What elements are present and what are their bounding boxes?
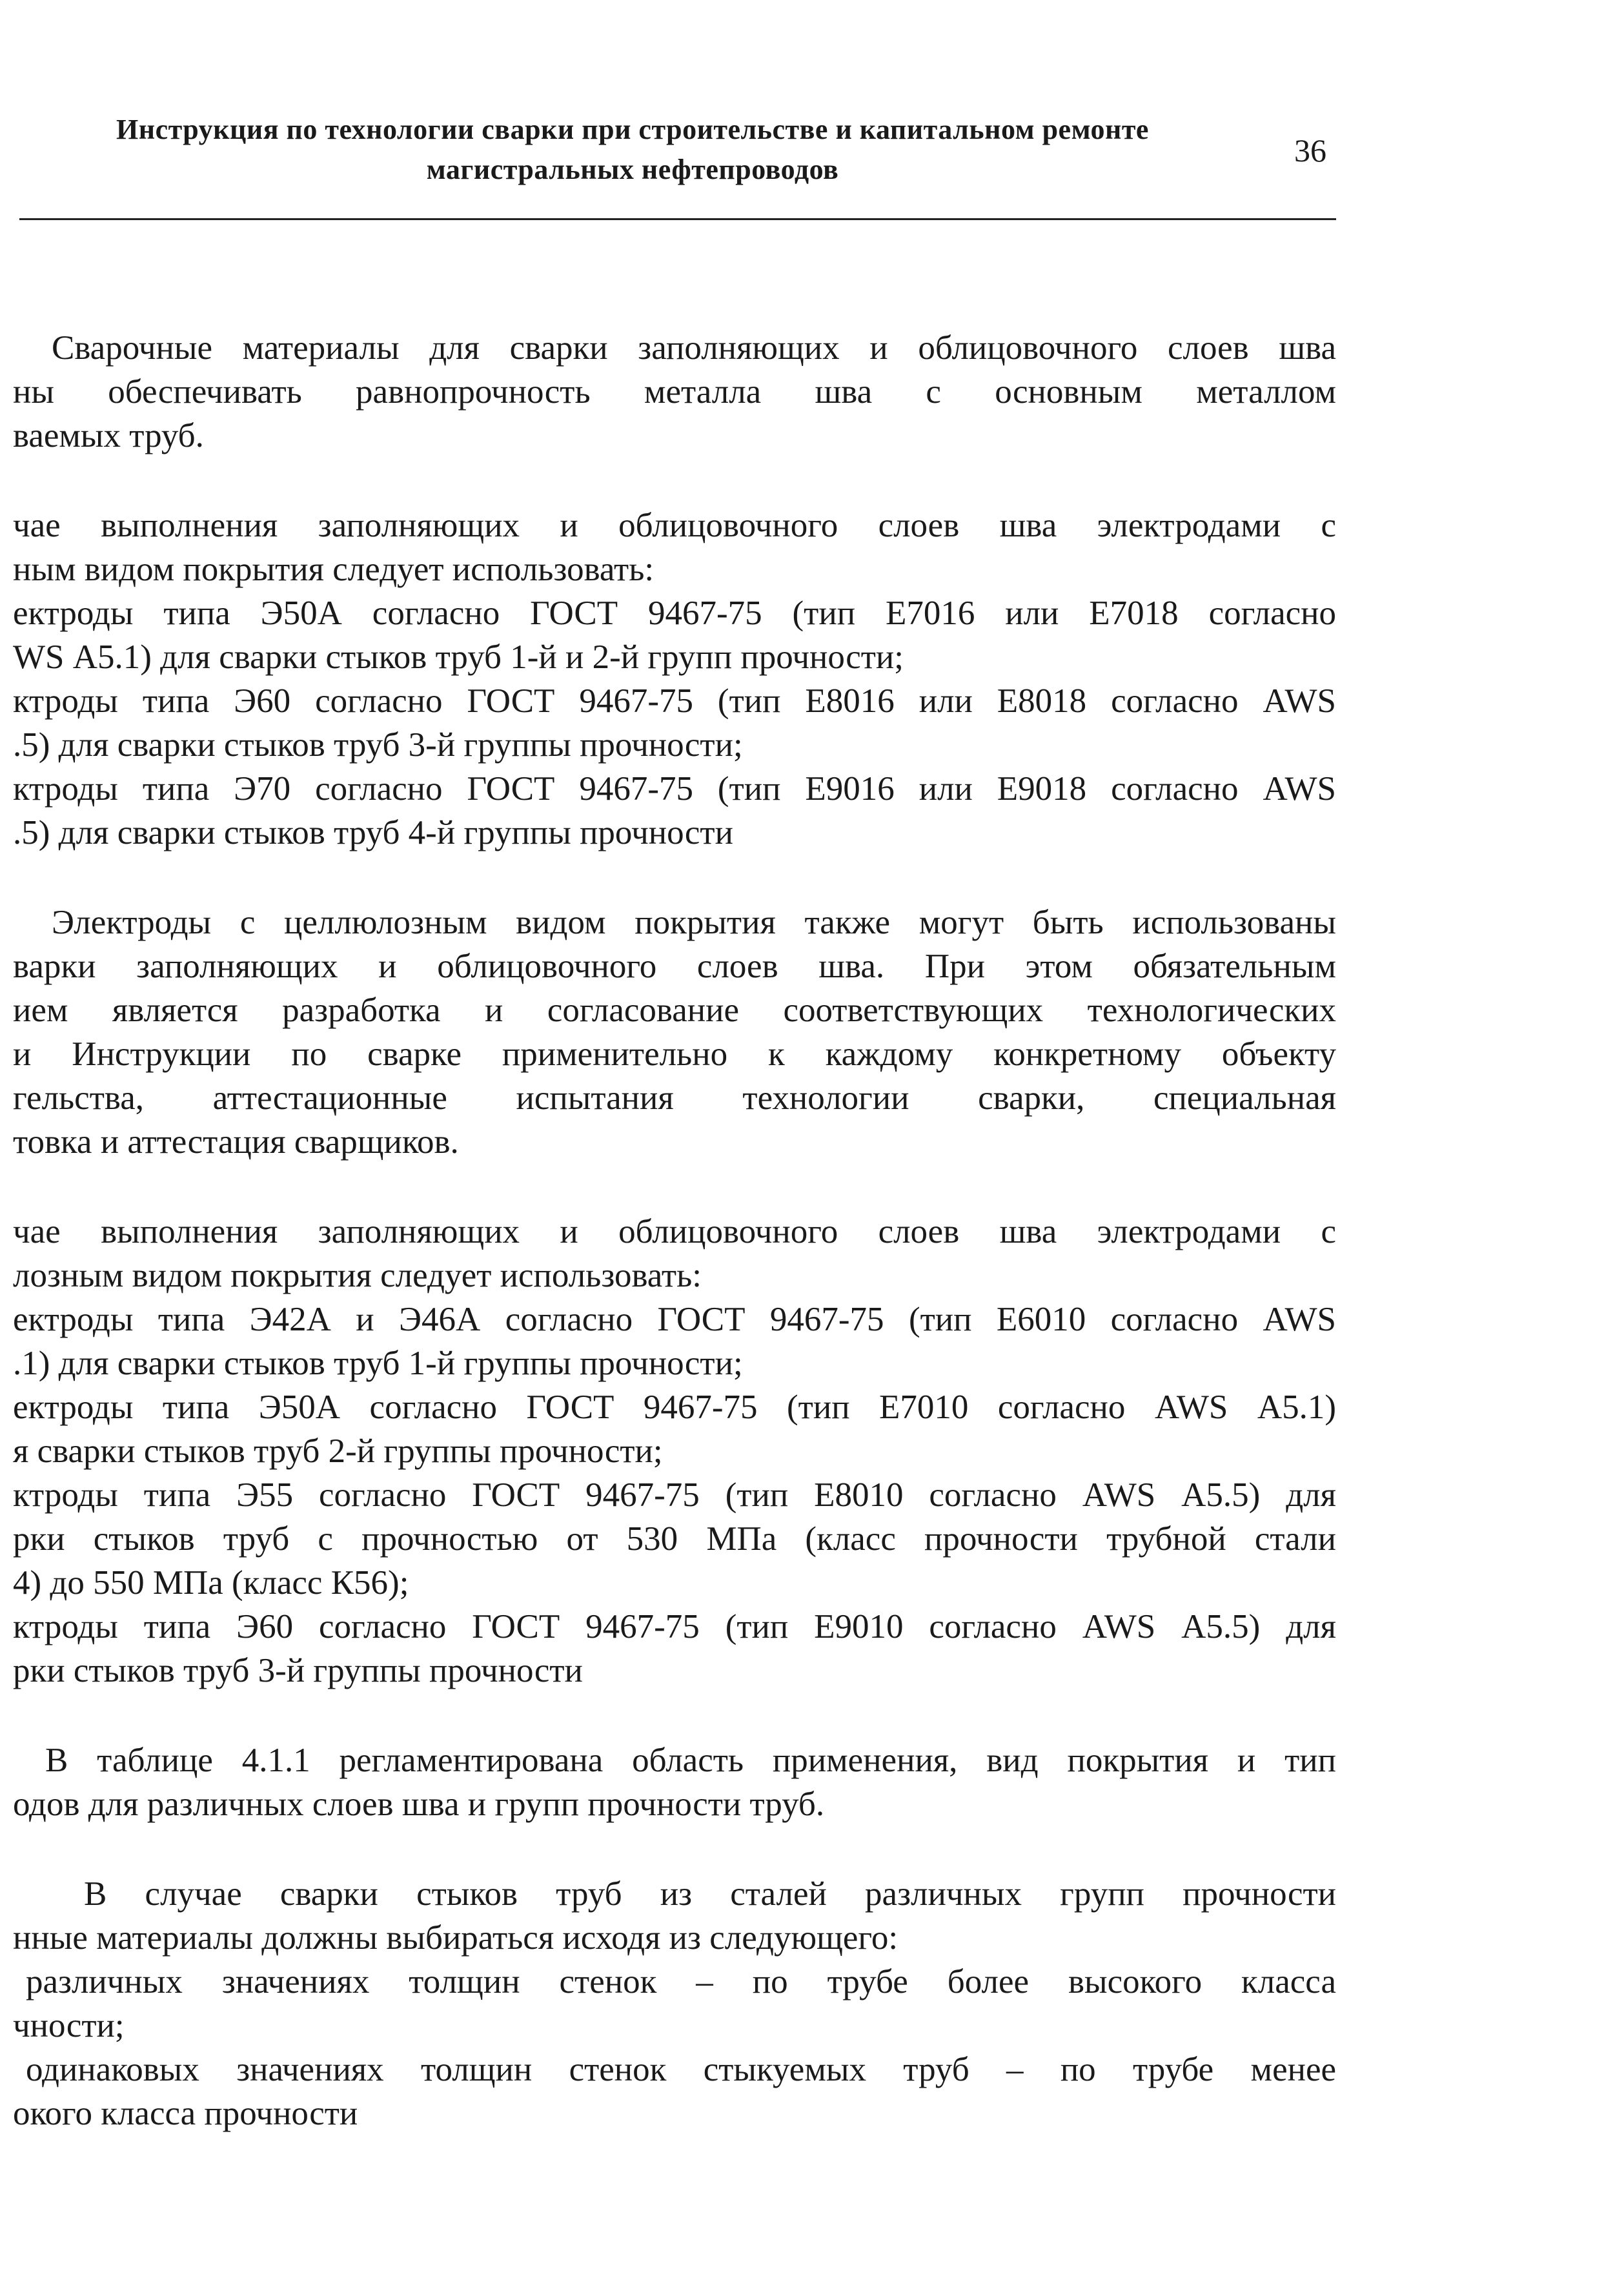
text-line: ектроды типа Э50А согласно ГОСТ 9467-75 (тип Е7010 согласно AWS А5.1) (13, 1389, 1336, 1426)
text-line: нные материалы должны выбираться исходя из следующего: (13, 1919, 898, 1957)
text-line: я сварки стыков труб 2-й группы прочности; (13, 1432, 663, 1470)
text-line: гельства, аттестационные испытания технологии сварки, специальная (13, 1079, 1336, 1117)
text-line: варки заполняющих и облицовочного слоев шва. При этом обязательным (13, 948, 1336, 985)
text-line: .5) для сварки стыков труб 4-й группы прочности (13, 814, 733, 851)
text-line: рки стыков труб с прочностью от 530 МПа (класс прочности трубной стали (13, 1520, 1336, 1558)
text-line: чае выполнения заполняющих и облицовочного слоев шва электродами с (13, 1213, 1336, 1250)
text-line: чности; (13, 2007, 125, 2044)
header-title-line-1: Инструкция по технологии сварки при строительстве и капитальном ремонте (116, 114, 1149, 145)
text-line: ием является разработка и согласование соответствующих технологических (13, 992, 1336, 1029)
text-line: чае выполнения заполняющих и облицовочного слоев шва электродами с (13, 507, 1336, 544)
text-line: рки стыков труб 3-й группы прочности (13, 1652, 583, 1689)
text-line: окого класса прочности (13, 2095, 358, 2132)
text-line: ным видом покрытия следует использовать: (13, 551, 655, 588)
text-line: ектроды типа Э42А и Э46А согласно ГОСТ 9467-75 (тип Е6010 согласно AWS (13, 1301, 1336, 1338)
header-title-line-2: магистральных нефтепроводов (426, 154, 839, 185)
text-line: Электроды с целлюлозным видом покрытия также могут быть использованы (52, 904, 1336, 941)
text-line: и Инструкции по сварке применительно к каждому конкретному объекту (13, 1035, 1336, 1073)
page-number: 36 (1294, 132, 1326, 168)
text-line: В таблице 4.1.1 регламентирована область применения, вид покрытия и тип (45, 1742, 1336, 1779)
text-line: 4) до 550 МПа (класс К56); (13, 1564, 409, 1602)
text-line: ваемых труб. (13, 417, 204, 454)
text-line: ктроды типа Э55 согласно ГОСТ 9467-75 (тип Е8010 согласно AWS А5.5) для (13, 1476, 1336, 1514)
text-line: Сварочные материалы для сварки заполняющих и облицовочного слоев шва (52, 329, 1336, 367)
text-line: WS А5.1) для сварки стыков труб 1-й и 2-й групп прочности; (13, 638, 904, 676)
text-line: товка и аттестация сварщиков. (13, 1123, 459, 1161)
text-line: ны обеспечивать равнопрочность металла шва с основным металлом (13, 373, 1336, 411)
text-line: различных значениях толщин стенок – по трубе более высокого класса (26, 1963, 1336, 2000)
text-line: .1) для сварки стыков труб 1-й группы прочности; (13, 1345, 743, 1382)
text-line: В случае сварки стыков труб из сталей различных групп прочности (84, 1875, 1336, 1913)
text-line: лозным видом покрытия следует использовать: (13, 1257, 702, 1294)
text-line: ктроды типа Э60 согласно ГОСТ 9467-75 (тип Е8016 или Е8018 согласно AWS (13, 682, 1336, 720)
text-line: одинаковых значениях толщин стенок стыкуемых труб – по трубе менее (26, 2051, 1336, 2088)
text-line: одов для различных слоев шва и групп прочности труб. (13, 1786, 825, 1823)
text-line: ктроды типа Э70 согласно ГОСТ 9467-75 (тип Е9016 или Е9018 согласно AWS (13, 770, 1336, 808)
text-line: ектроды типа Э50А согласно ГОСТ 9467-75 (тип Е7016 или Е7018 согласно (13, 595, 1336, 632)
page-header (26, 110, 1239, 190)
text-line: .5) для сварки стыков труб 3-й группы прочности; (13, 726, 743, 764)
header-divider (19, 218, 1336, 220)
text-line: ктроды типа Э60 согласно ГОСТ 9467-75 (тип Е9010 согласно AWS А5.5) для (13, 1608, 1336, 1645)
